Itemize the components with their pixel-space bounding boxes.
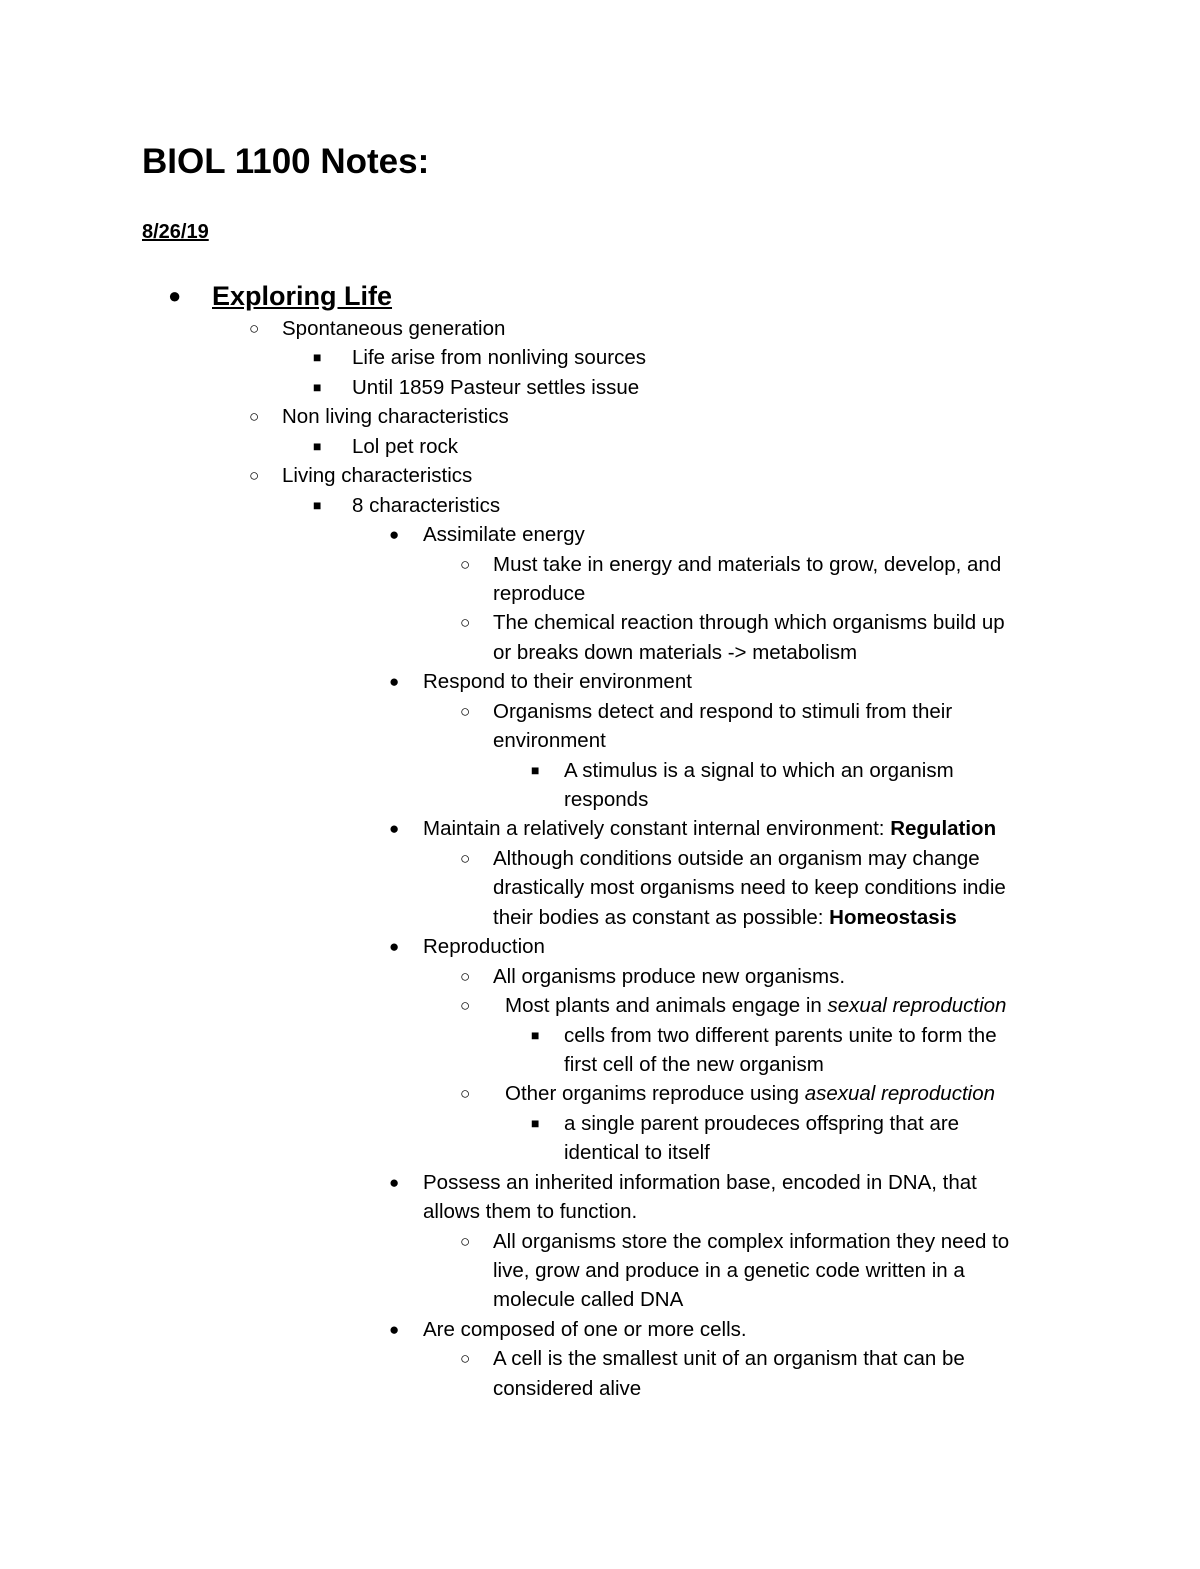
list-item-text [493,1256,965,1285]
hollow-circle-bullet-icon: ○ [249,466,260,486]
hollow-circle-bullet-icon: ○ [460,1349,471,1369]
list-item-text [423,667,692,696]
section-title: Exploring Life [212,281,393,311]
square-bullet-icon: ■ [313,437,322,454]
italic-term: asexual reproduction [804,1082,996,1106]
italic-term: sexual reproduction [827,994,1007,1018]
list-item-text [282,402,509,431]
list-item [0,1021,1200,1050]
list-item-text [282,461,472,490]
list-item-text [423,1315,747,1344]
text-run: Living characteristics [282,464,473,488]
list-item-text [564,785,648,814]
list-item-text [493,697,952,726]
bold-term: Regulation [890,817,997,841]
list-item-text [505,1079,995,1108]
list-item-continuation [0,726,1200,755]
text-run: Organisms detect and respond to stimuli from their [493,699,953,723]
list-item [0,814,1200,843]
text-run: Maintain a relatively constant internal environment: [423,817,891,841]
list-item-continuation [0,579,1200,608]
text-run: Spontaneous generation [282,317,506,340]
list-item [0,991,1200,1020]
text-run: Until 1859 Pasteur settles issue [352,375,640,399]
list-item [0,461,1200,490]
text-run: Reproduction [423,935,545,959]
list-item [0,432,1200,461]
list-item-continuation [0,785,1200,814]
hollow-circle-bullet-icon: ○ [460,996,471,1016]
list-item-text [352,491,500,520]
filled-circle-bullet-icon: ● [389,1319,400,1339]
text-run: A cell is the smallest unit of an organism that can be [493,1347,965,1371]
hollow-circle-bullet-icon: ○ [249,319,260,338]
filled-circle-bullet-icon: ● [389,937,400,957]
list-item-text [493,903,957,932]
text-run: All organisms produce new organisms. [493,964,846,988]
hollow-circle-bullet-icon: ○ [460,613,471,633]
text-run: live, grow and produce in a genetic code written in a [493,1259,965,1282]
list-item-text [564,1138,710,1167]
list-item-text [493,608,1005,637]
list-item-text [493,873,1006,902]
list-item [0,962,1200,991]
text-run: cells from two different parents unite to form the [564,1023,997,1047]
list-item-text [493,1285,683,1314]
list-item [0,314,1200,343]
filled-circle-bullet-icon: ● [389,1172,400,1192]
text-run: environment [493,729,606,753]
text-run: Assimilate energy [423,523,585,547]
text-run: reproduce [493,581,586,605]
square-bullet-icon: ■ [531,761,540,778]
list-item-text [282,314,505,343]
list-item-text [493,962,845,991]
text-run: their bodies as constant as possible: [493,905,830,929]
list-item-text [352,343,646,372]
list-item [0,1227,1200,1256]
hollow-circle-bullet-icon: ○ [249,407,260,427]
list-item [0,844,1200,873]
square-bullet-icon: ■ [531,1114,540,1131]
list-item-text [564,1109,959,1138]
text-run: Are composed of one or more cells. [423,1317,747,1341]
text-run: responds [564,788,649,811]
list-item-text [493,579,585,608]
list-item-continuation [0,1256,1200,1285]
text-run: Respond to their environment [423,670,692,694]
text-run: a single parent proudeces offspring that are [564,1111,960,1135]
list-item-text [493,1344,965,1373]
note-date: 8/26/19 [142,221,209,243]
list-item-text [505,991,1006,1020]
list-item-continuation [0,903,1200,932]
list-item [0,1315,1200,1344]
bold-term: Homeostasis [829,905,957,929]
list-item-text [564,1021,997,1050]
list-item-text [423,1168,977,1197]
text-run: Lol pet rock [352,434,458,458]
text-run: Must take in energy and materials to grow, develop, and [493,552,1002,576]
text-run: identical to itself [564,1141,710,1165]
text-run: molecule called DNA [493,1288,684,1312]
filled-circle-bullet-icon: ● [389,525,400,545]
text-run: first cell of the new organism [564,1052,824,1076]
list-item-text [493,1227,1009,1256]
square-bullet-icon: ■ [313,349,322,366]
list-item-text [493,638,857,667]
list-item-continuation [0,1050,1200,1079]
list-item-text [493,550,1001,579]
list-item-text [493,726,606,755]
list-item-continuation [0,1197,1200,1226]
square-bullet-icon: ■ [313,378,322,395]
filled-circle-bullet-icon: ● [389,819,400,839]
list-item [0,373,1200,402]
list-item-text [352,373,639,402]
text-run: drastically most organisms need to keep conditions indie [493,876,1006,900]
list-item [0,520,1200,549]
list-item-continuation [0,1138,1200,1167]
section-heading [142,278,642,314]
list-item-text [493,844,980,873]
list-item-continuation [0,1374,1200,1403]
list-item [0,608,1200,637]
text-run: Possess an inherited information base, encoded in DNA, that [423,1170,977,1194]
list-item-text [423,520,585,549]
list-item [0,1344,1200,1373]
list-item [0,697,1200,726]
hollow-circle-bullet-icon: ○ [460,966,471,986]
list-item-text [423,932,545,961]
text-run: or breaks down materials -> metabolism [493,640,858,664]
list-item-text [564,756,954,785]
hollow-circle-bullet-icon: ○ [460,848,471,868]
list-item-continuation [0,638,1200,667]
list-item-continuation [0,873,1200,902]
filled-circle-bullet-icon: ● [389,672,400,692]
bullet-icon: ● [168,283,182,308]
hollow-circle-bullet-icon: ○ [460,554,471,574]
square-bullet-icon: ■ [531,1026,540,1043]
list-item [0,402,1200,431]
list-item [0,1109,1200,1138]
notes-outline [0,314,1200,1403]
list-item [0,491,1200,520]
text-run: allows them to function. [423,1200,638,1224]
list-item-text [352,432,458,461]
text-run: Although conditions outside an organism may change [493,846,980,870]
text-run: considered alive [493,1376,642,1400]
list-item [0,756,1200,785]
list-item-continuation [0,1285,1200,1314]
text-run: A stimulus is a signal to which an organism [564,758,954,782]
hollow-circle-bullet-icon: ○ [460,1231,471,1251]
text-run: Other organims reproduce using [505,1082,805,1106]
list-item [0,343,1200,372]
text-run: Most plants and animals engage in [505,994,828,1018]
page-title: BIOL 1100 Notes: [142,142,430,181]
text-run: Non living characteristics [282,405,509,429]
list-item [0,932,1200,961]
list-item-text [423,814,996,843]
list-item-text [423,1197,637,1226]
square-bullet-icon: ■ [313,496,322,513]
text-run: 8 characteristics [352,493,501,517]
list-item [0,550,1200,579]
text-run: The chemical reaction through which organisms build up [493,611,1005,635]
list-item [0,1168,1200,1197]
text-run: Life arise from nonliving sources [352,346,646,370]
list-item-text [493,1374,641,1403]
list-item [0,1079,1200,1108]
list-item [0,667,1200,696]
text-run: All organisms store the complex information they need to [493,1229,1010,1253]
hollow-circle-bullet-icon: ○ [460,701,471,721]
list-item-text [564,1050,824,1079]
hollow-circle-bullet-icon: ○ [460,1084,471,1104]
